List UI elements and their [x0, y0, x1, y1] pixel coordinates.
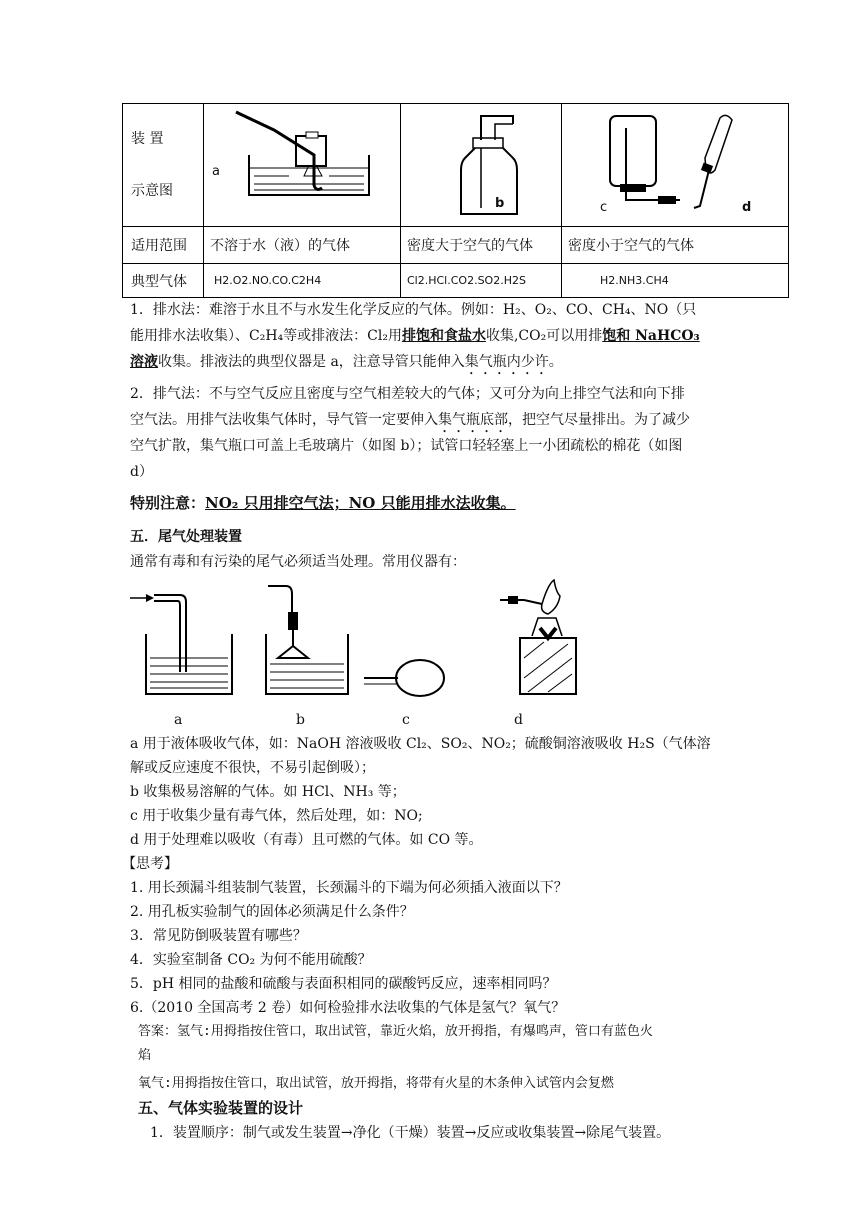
- para-air-method-line1: 2．排气法：不与空气反应且密度与空气相差较大的气体；又可分为向上排空气法和向下排: [130, 386, 685, 402]
- para-air-method-line3: 空气扩散，集气瓶口可盖上毛玻璃片（如图 b）；试管口轻轻塞上一小团疏松的棉花（如图: [130, 438, 683, 454]
- para1-l3a: 溶液: [130, 354, 158, 370]
- para-air-method-line4: d）: [130, 464, 153, 480]
- think-q4: 4．实验室制备 CO₂ 为何不能用硫酸？: [130, 952, 372, 968]
- tail-fig-label-a: a: [174, 712, 183, 728]
- gas-collection-table: [122, 103, 789, 298]
- para1-l3b: 收集。排液法的典型仪器是 a，注意导管只能伸入: [158, 354, 465, 370]
- answer-line2: 焰: [138, 1048, 152, 1063]
- para-water-method-line2: [130, 323, 700, 349]
- fig-d-label: d: [742, 200, 752, 215]
- typical-a: [204, 264, 401, 298]
- typical-a-text: H2.O2.NO.CO.C2H4: [214, 274, 322, 287]
- figure-cell-b: [401, 104, 562, 227]
- special-note: [130, 490, 516, 516]
- para1-l2a: 能用排水法收集）、C₂H₄等或排液法：Cl₂用: [130, 328, 402, 344]
- special-note-label: 特别注意: [130, 494, 191, 512]
- use-c: c 用于收集少量有毒气体，然后处理，如：NO;: [130, 808, 423, 824]
- think-q2: 2. 用孔板实验制气的固体必须满足什么条件？: [130, 904, 414, 920]
- upward-air-displacement-bottle: [451, 110, 531, 220]
- fig-d-burner: [500, 580, 576, 694]
- fig-c-label: c: [600, 200, 608, 215]
- section-design-item1: 1．装置顺序：制气或发生装置→净化（干燥）装置→反应或收集装置→除尾气装置。: [150, 1125, 671, 1141]
- section-tail-gas-title: 五．尾气处理装置: [130, 529, 242, 545]
- answer-line1: 答案：氢气:用拇指按住管口，取出试管，靠近火焰，放开拇指，有爆鸣声，管口有蓝色火: [138, 1024, 653, 1039]
- para-water-method-line1: 1．排水法：难溶于水且不与水发生化学反应的气体。例如：H₂、O₂、CO、CH₄、NO（只: [130, 302, 697, 318]
- tail-fig-label-b: b: [296, 712, 305, 728]
- para1-l2c: 收集,CO₂可以用排: [485, 328, 603, 344]
- think-q1: 1. 用长颈漏斗组装制气装置，长颈漏斗的下端为何必须插入液面以下？: [130, 880, 568, 896]
- para1-l2d: 饱和 NaHCO₃: [602, 328, 700, 344]
- fig-c-balloon: [364, 660, 444, 696]
- fig-a-label: a: [212, 164, 220, 179]
- para-water-method-line3: [130, 349, 563, 378]
- para2-l2b: 集气瓶底部: [438, 412, 508, 428]
- special-note-text: NO₂ 只用排空气法；NO 只能用排水法收集。: [205, 494, 516, 512]
- fig-b-funnel-beaker: [266, 586, 348, 694]
- think-q5: 5．pH 相同的盐酸和硫酸与表面积相同的碳酸钙反应，速率相同吗？: [130, 976, 557, 992]
- table-head-typical: 典型气体: [123, 264, 204, 298]
- typical-cd: [562, 264, 789, 298]
- scope-a: 不溶于水（液）的气体: [204, 227, 401, 264]
- think-q3: 3．常见防倒吸装置有哪些？: [130, 928, 307, 944]
- answer-line3: 氧气:用拇指按住管口，取出试管，放开拇指，将带有火星的木条伸入试管内会复燃: [138, 1076, 614, 1091]
- think-title: 【思考】: [122, 856, 178, 872]
- section-tail-gas-intro: 通常有毒和有污染的尾气必须适当处理。常用仪器有：: [130, 554, 466, 570]
- table-head-device-line2: 示意图: [131, 183, 173, 199]
- table-head-scope: 适用范围: [123, 227, 204, 264]
- tail-fig-label-c: c: [402, 712, 410, 728]
- para2-l2: 空气法。用排气法收集气体时，导气管一定要伸入: [130, 412, 438, 428]
- para2-l2c: ，把空气尽量排出。为了减少: [508, 412, 690, 428]
- figure-cell-cd: [562, 104, 789, 227]
- table-head-device-line1: 装 置: [131, 131, 164, 147]
- table-head-device: [123, 104, 204, 227]
- fig-b-label: b: [495, 196, 505, 211]
- special-note-colon: ：: [190, 494, 206, 512]
- typical-b-text: Cl2.HCl.CO2.SO2.H2S: [407, 274, 526, 287]
- scope-b: 密度大于空气的气体: [401, 227, 562, 264]
- use-b: b 收集极易溶解的气体。如 HCl、NH₃ 等；: [130, 784, 406, 800]
- use-a-line1: a 用于液体吸收气体，如：NaOH 溶液吸收 Cl₂、SO₂、NO₂；硫酸铜溶液吸收 H₂S（气体溶: [130, 736, 711, 752]
- typical-cd-text: H2.NH3.CH4: [600, 274, 669, 287]
- think-q6: 6.（2010 全国高考 2 卷）如何检验排水法收集的气体是氢气？氧气？: [130, 1000, 566, 1016]
- scope-cd: 密度小于空气的气体: [562, 227, 789, 264]
- figure-cell-a: [204, 104, 401, 227]
- water-displacement-figure: [234, 110, 384, 210]
- para1-l2b: 排饱和食盐水: [401, 328, 486, 344]
- use-d: d 用于处理难以吸收（有毒）且可燃的气体。如 CO 等。: [130, 832, 483, 848]
- use-a-line2: 解或反应速度不很快，不易引起倒吸）；: [130, 760, 375, 776]
- para1-l3d: 。: [548, 354, 563, 370]
- section-design-title: 五、气体实验装置的设计: [138, 1099, 304, 1117]
- downward-air-displacement-figures: [570, 108, 770, 218]
- fig-a-beaker: [130, 594, 232, 694]
- tail-gas-apparatus-figures: [128, 578, 598, 708]
- para1-l3c: 集气瓶内少许: [464, 354, 549, 370]
- tail-fig-label-d: d: [514, 712, 523, 728]
- typical-b: [401, 264, 562, 298]
- para-air-method-line2: [130, 407, 690, 436]
